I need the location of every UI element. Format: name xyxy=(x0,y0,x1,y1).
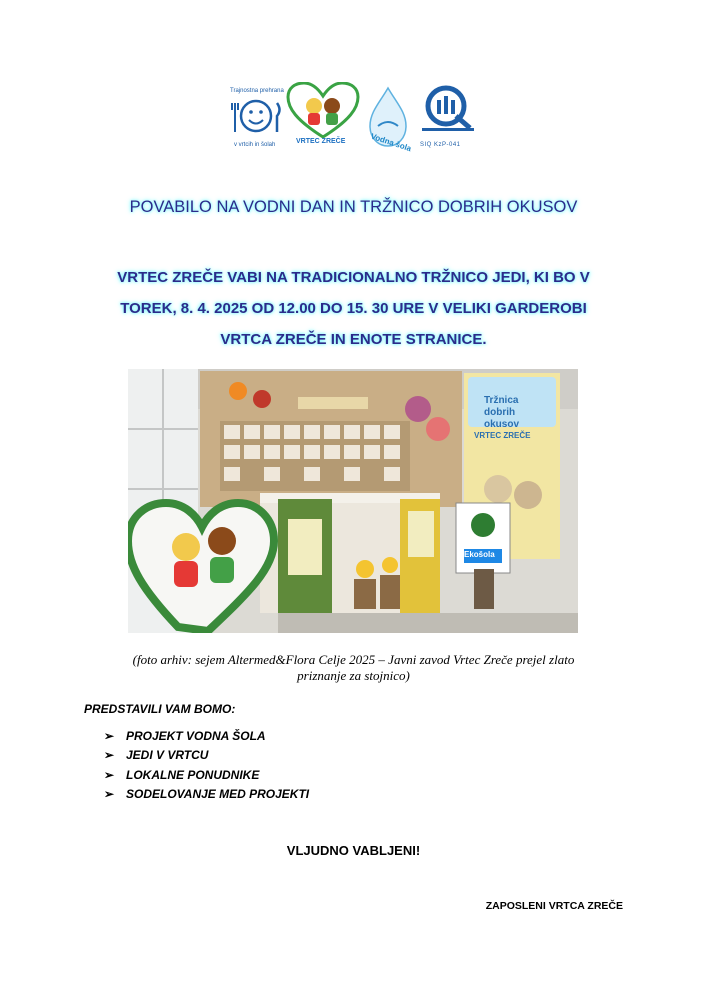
arrow-bullet-icon: ➢ xyxy=(104,767,115,782)
vodna-logo-text: Vodna šola xyxy=(369,131,413,154)
list-heading: PREDSTAVILI VAM BOMO: xyxy=(84,702,236,716)
arrow-bullet-icon: ➢ xyxy=(104,748,115,763)
siq-logo-text: SIQ KzP-041 xyxy=(420,142,461,148)
invitation-line-1: VRTEC ZREČE VABI NA TRADICIONALNO TRŽNICO JEDI, KI BO V xyxy=(117,269,590,286)
stand-banner-line-3: okusov xyxy=(484,419,520,430)
invitation-text xyxy=(70,262,637,355)
photo-caption xyxy=(100,652,607,684)
invitation-line-2: TOREK, 8. 4. 2025 OD 12.00 DO 15. 30 URE V VELIKI GARDEROBI xyxy=(120,300,587,317)
page-title: POVABILO NA VODNI DAN IN TRŽNICO DOBRIH OKUSOV xyxy=(129,198,578,216)
trajnostna-prehrana-logo xyxy=(226,82,286,160)
logo-strip xyxy=(226,82,486,160)
list-item-text: SODELOVANJE MED PROJEKTI xyxy=(126,787,310,802)
closing-text: VLJUDNO VABLJENI! xyxy=(286,843,421,858)
trajnostna-logo-bottom-text: v vrtcih in šolah xyxy=(234,142,276,148)
market-stand-photo xyxy=(128,369,578,633)
list-item xyxy=(104,785,309,805)
ekosola-label: Ekošola xyxy=(464,550,495,559)
list-item xyxy=(104,746,309,766)
siq-mark-icon xyxy=(418,82,478,138)
list-item-text: LOKALNE PONUDNIKE xyxy=(126,767,260,782)
list-item-text: JEDI V VRTCU xyxy=(126,748,209,763)
signature: ZAPOSLENI VRTCA ZREČE xyxy=(485,900,623,912)
trajnostna-logo-top-text: Trajnostna prehrana xyxy=(230,88,284,94)
arrow-bullet-icon: ➢ xyxy=(104,787,115,802)
stand-banner-line-2: dobrih xyxy=(484,407,516,418)
vodna-sola-logo xyxy=(360,82,416,160)
caption-line-1: (foto arhiv: sejem Altermed&Flora Celje 2025 – Javni zavod Vrtec Zreče prejel zlato xyxy=(132,652,575,667)
list-item xyxy=(104,726,309,746)
list-item-text: PROJEKT VODNA ŠOLA xyxy=(126,728,266,743)
arrow-bullet-icon: ➢ xyxy=(104,728,115,743)
vrtec-zrece-logo xyxy=(286,82,360,160)
presentation-list xyxy=(104,726,309,804)
stand-banner-line-1: Tržnica xyxy=(484,395,519,406)
siq-logo xyxy=(418,82,478,160)
caption-line-2: priznanje za stojnico) xyxy=(297,668,410,683)
heart-kids-icon xyxy=(286,82,360,140)
stand-banner-brand: VRTEC ZREČE xyxy=(474,431,531,440)
vrtec-logo-text: VRTEC ZREČE xyxy=(296,138,346,145)
invitation-line-3: VRTCA ZREČE IN ENOTE STRANICE. xyxy=(220,331,487,348)
list-item xyxy=(104,765,309,785)
